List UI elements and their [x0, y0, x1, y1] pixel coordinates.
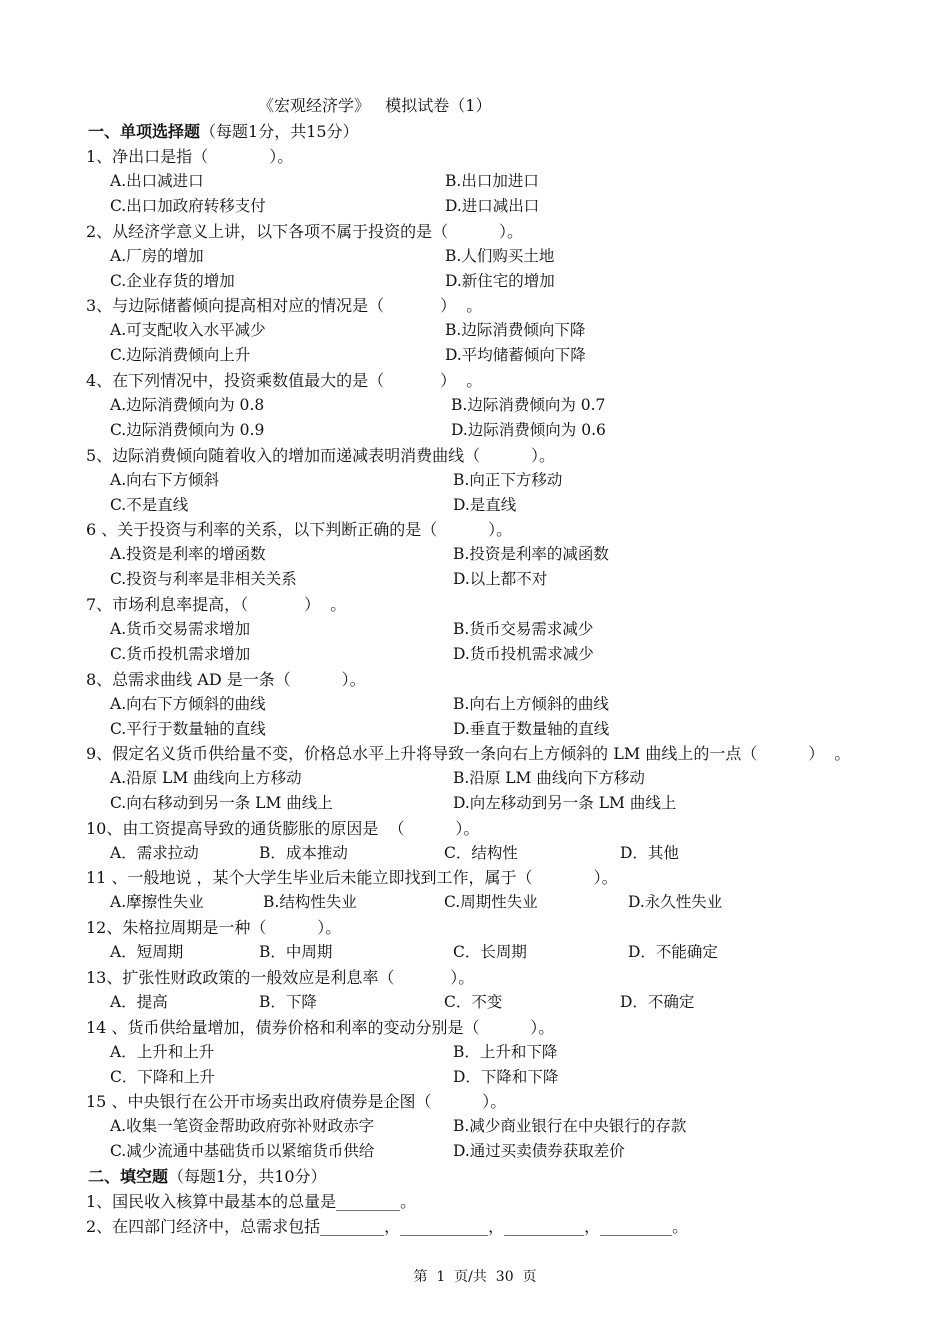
option-6a: A.投资是利率的增函数 — [110, 545, 266, 563]
option-12a: A．短周期 — [110, 943, 184, 961]
section-1-note: （每题1分，共15分） — [200, 122, 359, 141]
option-1b: B.出口加进口 — [445, 172, 539, 190]
option-15a: A.收集一笔资金帮助政府弥补财政赤字 — [110, 1117, 375, 1135]
question-2: 2、从经济学意义上讲，以下各项不属于投资的是（ ）。 — [86, 222, 524, 241]
option-9b: B.沿原 LM 曲线向下方移动 — [453, 769, 645, 787]
option-5a: A.向右下方倾斜 — [110, 471, 220, 489]
option-12b: B．中周期 — [259, 943, 333, 961]
option-15b: B.减少商业银行在中央银行的存款 — [453, 1117, 687, 1135]
option-2b: B.人们购买土地 — [445, 247, 555, 265]
option-11d: D.永久性失业 — [628, 893, 723, 911]
option-5c: C.不是直线 — [110, 496, 189, 514]
option-14b: B．上升和下降 — [453, 1043, 558, 1061]
option-13c: C．不变 — [444, 993, 503, 1011]
option-1c: C.出口加政府转移支付 — [110, 197, 266, 215]
option-11b: B.结构性失业 — [263, 893, 357, 911]
option-8a: A.向右下方倾斜的曲线 — [110, 695, 266, 713]
option-5b: B.向正下方移动 — [453, 471, 563, 489]
question-8: 8、总需求曲线 AD 是一条（ ）。 — [86, 670, 366, 689]
question-10: 10、由工资提高导致的通货膨胀的原因是 （ ）。 — [86, 819, 480, 838]
question-13: 13、扩张性财政政策的一般效应是利息率（ ）。 — [86, 968, 475, 987]
option-12d: D．不能确定 — [628, 943, 718, 961]
question-5: 5、边际消费倾向随着收入的增加而递减表明消费曲线（ ）。 — [86, 446, 556, 465]
option-3d: D.平均储蓄倾向下降 — [445, 346, 586, 364]
fill-question-1: 1、国民收入核算中最基本的总量是________。 — [86, 1192, 417, 1211]
option-1a: A.出口减进口 — [110, 172, 204, 190]
section-2-heading — [88, 1164, 327, 1187]
doc-title: 《宏观经济学》 模拟试卷（1） — [258, 96, 492, 115]
option-8c: C.平行于数量轴的直线 — [110, 720, 266, 738]
option-13b: B．下降 — [259, 993, 317, 1011]
page-footer: 第 1 页/共 30 页 — [413, 1269, 537, 1285]
question-3: 3、与边际储蓄倾向提高相对应的情况是（ ） 。 — [86, 296, 483, 315]
option-2a: A.厂房的增加 — [110, 247, 204, 265]
option-7b: B.货币交易需求减少 — [453, 620, 594, 638]
option-14a: A．上升和上升 — [110, 1043, 215, 1061]
option-13a: A．提高 — [110, 993, 168, 1011]
section-1-heading — [88, 119, 359, 142]
option-15d: D.通过买卖债券获取差价 — [453, 1142, 625, 1160]
option-6b: B.投资是利率的减函数 — [453, 545, 609, 563]
option-11c: C.周期性失业 — [444, 893, 538, 911]
question-15: 15 、中央银行在公开市场卖出政府债券是企图（ ）。 — [86, 1092, 507, 1111]
section-1-title: 一、单项选择题 — [88, 122, 201, 141]
question-11: 11 、一般地说 ，某个大学生毕业后未能立即找到工作，属于（ ）。 — [86, 868, 618, 887]
option-10d: D．其他 — [620, 844, 679, 862]
option-15c: C.减少流通中基础货币以紧缩货币供给 — [110, 1142, 375, 1160]
question-14: 14 、货币供给量增加，债券价格和利率的变动分别是（ ）。 — [86, 1018, 555, 1037]
option-4a: A.边际消费倾向为 0.8 — [110, 396, 265, 414]
option-11a: A.摩擦性失业 — [110, 893, 204, 911]
option-4b: B.边际消费倾向为 0.7 — [451, 396, 606, 414]
option-9a: A.沿原 LM 曲线向上方移动 — [110, 769, 302, 787]
option-7c: C.货币投机需求增加 — [110, 645, 251, 663]
question-12: 12、朱格拉周期是一种（ ）。 — [86, 918, 342, 937]
question-1: 1、净出口是指（ ）。 — [86, 147, 294, 166]
option-3b: B.边际消费倾向下降 — [445, 321, 586, 339]
option-9c: C.向右移动到另一条 LM 曲线上 — [110, 794, 333, 812]
question-9: 9、假定名义货币供给量不变，价格总水平上升将导致一条向右上方倾斜的 LM 曲线上的一点（ ） 。 — [86, 744, 851, 763]
question-4: 4、在下列情况中，投资乘数值最大的是（ ） 。 — [86, 371, 483, 390]
option-8d: D.垂直于数量轴的直线 — [453, 720, 610, 738]
option-14c: C．下降和上升 — [110, 1068, 215, 1086]
option-3a: A.可支配收入水平减少 — [110, 321, 266, 339]
option-14d: D．下降和下降 — [453, 1068, 559, 1086]
option-9d: D.向左移动到另一条 LM 曲线上 — [453, 794, 677, 812]
option-10c: C．结构性 — [444, 844, 518, 862]
question-6: 6 、关于投资与利率的关系，以下判断正确的是（ ）。 — [86, 520, 513, 539]
option-5d: D.是直线 — [453, 496, 517, 514]
option-7d: D.货币投机需求减少 — [453, 645, 594, 663]
section-2-title: 二、填空题 — [88, 1167, 169, 1186]
question-7: 7、市场利息率提高，（ ） 。 — [86, 595, 347, 614]
option-2c: C.企业存货的增加 — [110, 272, 235, 290]
option-7a: A.货币交易需求增加 — [110, 620, 251, 638]
fill-question-2: 2、在四部门经济中，总需求包括________，___________，__________，_________。 — [86, 1217, 689, 1236]
option-10a: A．需求拉动 — [110, 844, 199, 862]
option-1d: D.进口减出口 — [445, 197, 540, 215]
option-6d: D.以上都不对 — [453, 570, 548, 588]
option-4c: C.边际消费倾向为 0.9 — [110, 421, 265, 439]
option-4d: D.边际消费倾向为 0.6 — [451, 421, 606, 439]
option-8b: B.向右上方倾斜的曲线 — [453, 695, 609, 713]
option-6c: C.投资与利率是非相关关系 — [110, 570, 297, 588]
section-2-note: （每题1分，共10分） — [168, 1167, 327, 1186]
option-13d: D．不确定 — [620, 993, 695, 1011]
option-3c: C.边际消费倾向上升 — [110, 346, 251, 364]
option-12c: C．长周期 — [453, 943, 527, 961]
option-10b: B．成本推动 — [259, 844, 348, 862]
option-2d: D.新住宅的增加 — [445, 272, 555, 290]
